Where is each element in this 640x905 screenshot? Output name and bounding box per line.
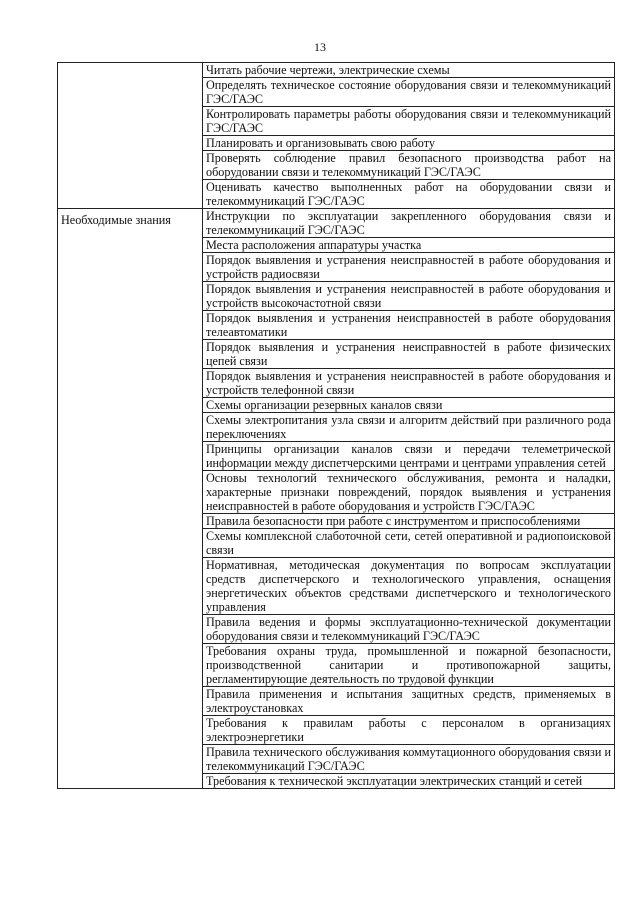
knowledge-item: Правила безопасности при работе с инструментом и приспособлениями (203, 514, 615, 529)
knowledge-item: Порядок выявления и устранения неисправностей в работе оборудования и устройств радиосвязи (203, 253, 615, 282)
skill-item: Читать рабочие чертежи, электрические схемы (203, 63, 615, 78)
knowledge-item: Правила технического обслуживания коммутационного оборудования связи и телекоммуникаций ГЭС/ГАЭС (203, 745, 615, 774)
knowledge-item: Схемы организации резервных каналов связи (203, 398, 615, 413)
skill-item: Контролировать параметры работы оборудования связи и телекоммуникаций ГЭС/ГАЭС (203, 107, 615, 136)
skill-item: Определять техническое состояние оборудования связи и телекоммуникаций ГЭС/ГАЭС (203, 78, 615, 107)
table-row (58, 209, 615, 238)
skill-item: Проверять соблюдение правил безопасного производства работ на оборудовании связи и телекоммуникаций ГЭС/ГАЭС (203, 151, 615, 180)
page-number: 13 (314, 40, 326, 54)
skill-item: Оценивать качество выполненных работ на оборудовании связи и телекоммуникаций ГЭС/ГАЭС (203, 180, 615, 209)
table-row (58, 63, 615, 78)
knowledge-item: Места расположения аппаратуры участка (203, 238, 615, 253)
knowledge-item: Требования охраны труда, промышленной и пожарной безопасности, производственной санитарии и противопожарной защиты, регламентирующие деятельность по трудовой функции (203, 644, 615, 687)
knowledge-item: Основы технологий технического обслуживания, ремонта и наладки, характерные признаки повреждений, порядок выявления и устранения неисправностей в работе оборудования и устройств ГЭС/ГАЭС (203, 471, 615, 514)
knowledge-item: Схемы электропитания узла связи и алгоритм действий при различного рода переключениях (203, 413, 615, 442)
knowledge-item: Требования к технической эксплуатации электрических станций и сетей (203, 774, 615, 789)
skills-label-cell (58, 63, 203, 209)
knowledge-item: Требования к правилам работы с персоналом в организациях электроэнергетики (203, 716, 615, 745)
knowledge-item: Инструкции по эксплуатации закрепленного оборудования связи и телекоммуникаций ГЭС/ГАЭС (203, 209, 615, 238)
knowledge-item: Правила применения и испытания защитных средств, применяемых в электроустановках (203, 687, 615, 716)
knowledge-item: Порядок выявления и устранения неисправностей в работе оборудования и устройств высокочастотной связи (203, 282, 615, 311)
knowledge-item: Схемы комплексной слаботочной сети, сетей оперативной и радиопоисковой связи (203, 529, 615, 558)
competency-table (57, 62, 615, 789)
knowledge-item: Порядок выявления и устранения неисправностей в работе физических цепей связи (203, 340, 615, 369)
knowledge-item: Порядок выявления и устранения неисправностей в работе оборудования и устройств телефонной связи (203, 369, 615, 398)
knowledge-item: Нормативная, методическая документация по вопросам эксплуатации средств диспетчерского и технологического управления, оснащения энергетических объектов средствами диспетчерского и технологического управления (203, 558, 615, 615)
knowledge-item: Правила ведения и формы эксплуатационно-технической документации оборудования связи и телекоммуникаций ГЭС/ГАЭС (203, 615, 615, 644)
knowledge-label-cell: Необходимые знания (58, 209, 203, 789)
skill-item: Планировать и организовывать свою работу (203, 136, 615, 151)
knowledge-item: Принципы организации каналов связи и передачи телеметрической информации между диспетчерскими центрами и центрами управления сетей (203, 442, 615, 471)
knowledge-item: Порядок выявления и устранения неисправностей в работе оборудования телеавтоматики (203, 311, 615, 340)
